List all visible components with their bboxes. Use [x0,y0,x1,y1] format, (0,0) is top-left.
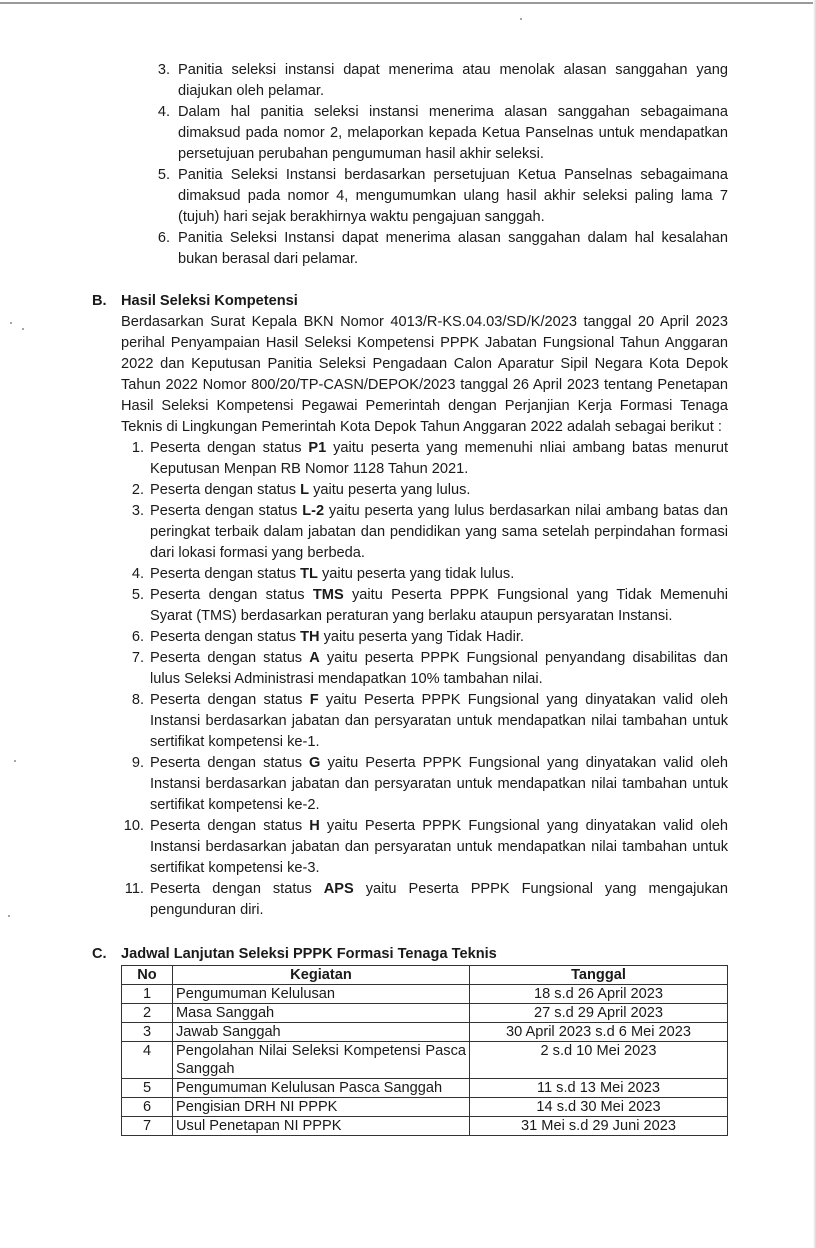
cell-no: 4 [122,1042,173,1079]
table-row [122,1079,728,1098]
status-code: TL [300,566,318,582]
cell-no: 5 [122,1079,173,1098]
list-item [157,165,728,228]
table-header-row [122,966,728,985]
list-item [157,60,728,102]
status-code: P1 [308,440,327,456]
section-b-intro: Berdasarkan Surat Kepala BKN Nomor 4013/R-KS.04.03/SD/K/2023 tanggal 20 April 2023 perihal Penyampaian Hasil Seleksi Kompetensi PPPK Jabatan Fungsional Tahun Anggaran 2022 dan Keputusan Panitia Seleksi Pengadaan Calon Aparatur Sipil Negara Kota Depok Tahun 2022 Nomor 800/20/TP-CASN/DEPOK/2023 tanggal 26 April 2023 tentang Penetapan Hasil Seleksi Kompetensi Pegawai Pemerintah dengan Perjanjian Kerja Formasi Tenaga Teknis di Lingkungan Pemerintah Kota Depok Tahun Anggaran 2022 adalah sebagai berikut : [121,314,728,435]
list-item [123,816,728,879]
table-row [122,1098,728,1117]
item-text: Peserta dengan status P1 yaitu peserta yang memenuhi nliai ambang batas menurut Keputusan Menpan RB Nomor 1128 Tahun 2021. [150,440,728,477]
status-code: TMS [312,587,344,603]
section-title: Jadwal Lanjutan Seleksi PPPK Formasi Tenaga Teknis [121,946,497,962]
item-text: Panitia seleksi instansi dapat menerima atau menolak alasan sanggahan yang diajukan oleh pelamar. [178,62,728,99]
cell-kegiatan: Usul Penetapan NI PPPK [173,1117,470,1136]
item-text: Peserta dengan status TH yaitu peserta yang Tidak Hadir. [150,629,524,645]
item-text: Panitia Seleksi Instansi berdasarkan persetujuan Ketua Panselnas sebagaimana dimaksud pada nomor 4, mengumumkan ulang hasil akhir seleksi paling lama 7 (tujuh) hari sejak berakhirnya waktu pengajuan sanggah. [178,167,728,225]
item-number: 9. [131,755,144,771]
column-header-tanggal: Tanggal [470,966,728,985]
status-code: A [309,650,320,666]
status-code: F [309,692,319,708]
status-code: L [300,482,310,498]
cell-no: 7 [122,1117,173,1136]
scan-speck [520,18,522,20]
sanggah-procedure-list [0,60,816,270]
table-row [122,1042,728,1079]
list-item [131,648,728,690]
item-text: Peserta dengan status L yaitu peserta yang lulus. [150,482,471,498]
section-b-heading [92,291,816,312]
list-item [157,228,728,270]
item-text: Peserta dengan status A yaitu peserta PPPK Fungsional penyandang disabilitas dan lulus Seleksi Administrasi mendapatkan 10% tambahan nilai. [150,650,728,687]
item-text: Peserta dengan status G yaitu Peserta PPPK Fungsional yang dinyatakan valid oleh Instansi berdasarkan jabatan dan persyaratan untuk mendapatkan nilai tambahan untuk sertifikat kompetensi ke-2. [150,755,728,813]
status-code: L-2 [302,503,325,519]
list-item [131,627,728,648]
list-item [131,501,729,564]
item-number: 3. [157,62,170,78]
list-item [131,585,728,627]
section-title: Hasil Seleksi Kompetensi [121,293,298,309]
status-list [0,438,816,921]
cell-kegiatan: Pengumuman Kelulusan [173,985,470,1004]
item-number: 4. [157,104,170,120]
document-page [0,60,816,1136]
item-number: 5. [157,167,170,183]
status-code: G [309,755,321,771]
status-code: H [309,818,320,834]
list-item [131,690,729,753]
list-item [124,879,729,921]
cell-kegiatan: Pengolahan Nilai Seleksi Kompetensi Pasca Sanggah [173,1042,470,1079]
item-text: Dalam hal panitia seleksi instansi menerima alasan sanggahan sebagaimana dimaksud pada nomor 2, melaporkan kepada Ketua Panselnas untuk mendapatkan persetujuan perubahan pengumuman hasil akhir seleksi. [178,104,728,162]
table-row [122,1117,728,1136]
cell-no: 6 [122,1098,173,1117]
table-row [122,1023,728,1042]
list-item [131,564,728,585]
item-number: 6. [157,230,170,246]
item-text: Peserta dengan status APS yaitu Peserta PPPK Fungsional yang mengajukan pengunduran diri. [150,881,729,918]
item-number: 8. [131,692,144,708]
cell-kegiatan: Pengisian DRH NI PPPK [173,1098,470,1117]
cell-tanggal: 31 Mei s.d 29 Juni 2023 [470,1117,728,1136]
item-text: Peserta dengan status TMS yaitu Peserta PPPK Fungsional yang Tidak Memenuhi Syarat (TMS) berdasarkan peraturan yang berlaku ataupun persyaratan Instansi. [150,587,728,624]
item-number: 11. [124,881,144,897]
table-row [122,1004,728,1023]
item-number: 3. [131,503,144,519]
column-header-no: No [122,966,173,985]
item-number: 6. [131,629,144,645]
cell-kegiatan: Jawab Sanggah [173,1023,470,1042]
item-text: Peserta dengan status H yaitu Peserta PPPK Fungsional yang dinyatakan valid oleh Instansi berdasarkan jabatan dan persyaratan untuk mendapatkan nilai tambahan untuk sertifikat kompetensi ke-3. [150,818,728,876]
cell-tanggal: 27 s.d 29 April 2023 [470,1004,728,1023]
cell-kegiatan: Masa Sanggah [173,1004,470,1023]
section-c-heading [92,944,816,965]
cell-tanggal: 14 s.d 30 Mei 2023 [470,1098,728,1117]
status-code: APS [323,881,354,897]
list-item [131,753,728,816]
list-item [131,480,728,501]
item-text: Peserta dengan status TL yaitu peserta yang tidak lulus. [150,566,515,582]
schedule-table [121,965,728,1136]
list-item [131,438,728,480]
item-text: Panitia Seleksi Instansi dapat menerima alasan sanggahan dalam hal kesalahan bukan berasal dari pelamar. [178,230,728,267]
status-code: TH [300,629,320,645]
item-number: 4. [131,566,144,582]
cell-tanggal: 18 s.d 26 April 2023 [470,985,728,1004]
item-number: 1. [131,440,144,456]
item-text: Peserta dengan status F yaitu Peserta PPPK Fungsional yang dinyatakan valid oleh Instansi berdasarkan jabatan dan persyaratan untuk mendapatkan nilai tambahan untuk sertifikat kompetensi ke-1. [150,692,729,750]
cell-kegiatan: Pengumuman Kelulusan Pasca Sanggah [173,1079,470,1098]
section-letter: C. [92,946,107,962]
section-letter: B. [92,293,107,309]
cell-no: 3 [122,1023,173,1042]
table-row [122,985,728,1004]
cell-tanggal: 11 s.d 13 Mei 2023 [470,1079,728,1098]
cell-no: 1 [122,985,173,1004]
item-number: 5. [131,587,144,603]
cell-tanggal: 2 s.d 10 Mei 2023 [470,1042,728,1079]
item-number: 2. [131,482,144,498]
cell-tanggal: 30 April 2023 s.d 6 Mei 2023 [470,1023,728,1042]
item-number: 10. [123,818,144,834]
cell-no: 2 [122,1004,173,1023]
item-number: 7. [131,650,144,666]
column-header-kegiatan: Kegiatan [173,966,470,985]
scan-top-line [0,2,816,4]
item-text: Peserta dengan status L-2 yaitu peserta yang lulus berdasarkan nilai ambang batas dan peringkat terbaik dalam jabatan dan pendidikan yang sama setelah perpindahan formasi dari lokasi formasi yang berbeda. [150,503,729,561]
list-item [157,102,728,165]
